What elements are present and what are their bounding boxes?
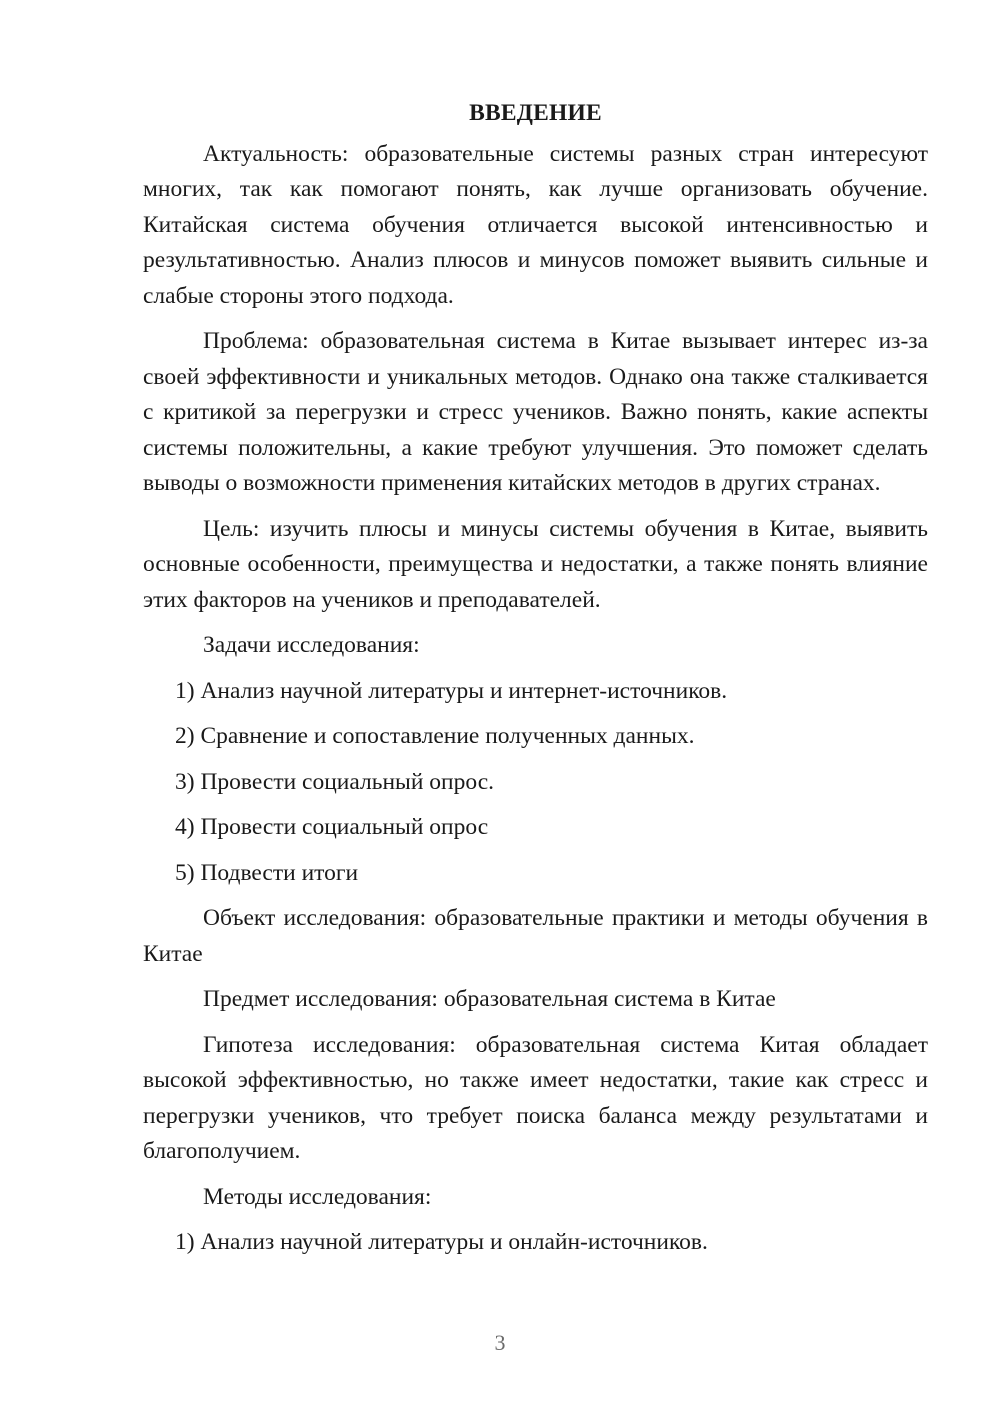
page-number: 3 [494,1330,506,1355]
relevance-paragraph: Актуальность: образовательные системы разных стран интересуют многих, так как помогают понять, как лучше организовать обучение. Китайская система обучения отличается высокой интенсивностью и результативностью. Анализ плюсов и минусов поможет выявить сильные и слабые стороны этого подхода. [143,140,928,309]
page-title: ВВЕДЕНИЕ [469,100,602,126]
methods-list [143,1225,928,1261]
list-item: 4) Провести социальный опрос [175,814,489,840]
tasks-heading: Задачи исследования: [203,632,420,658]
goal-paragraph: Цель: изучить плюсы и минусы системы обучения в Китае, выявить основные особенности, преимущества и недостатки, а также понять влияние этих факторов на учеников и преподавателей. [143,515,928,613]
hypothesis-paragraph: Гипотеза исследования: образовательная система Китая обладает высокой эффективностью, но также имеет недостатки, такие как стресс и перегрузки учеников, что требует поиска баланса между результатами и благополучием. [143,1031,928,1164]
list-item: 2) Сравнение и сопоставление полученных данных. [175,723,695,749]
document-body [143,96,928,1271]
list-item: 1) Анализ научной литературы и онлайн-источников. [175,1229,708,1255]
problem-paragraph: Проблема: образовательная система в Китае вызывает интерес из-за своей эффективности и уникальных методов. Однако она также сталкивается с критикой за перегрузки и стресс учеников. Важно понять, какие аспекты системы положительны, а какие требуют улучшения. Это поможет сделать выводы о возможности применения китайских методов в других странах. [143,328,928,496]
object-paragraph: Объект исследования: образовательные практики и методы обучения в Китае [143,905,928,967]
list-item: 3) Провести социальный опрос. [175,768,494,795]
tasks-list [143,674,928,892]
list-item: 1) Анализ научной литературы и интернет-источников. [175,677,728,704]
list-item: 5) Подвести итоги [175,859,359,886]
subject-paragraph: Предмет исследования: образовательная система в Китае [203,986,776,1012]
methods-heading: Методы исследования: [203,1183,432,1210]
